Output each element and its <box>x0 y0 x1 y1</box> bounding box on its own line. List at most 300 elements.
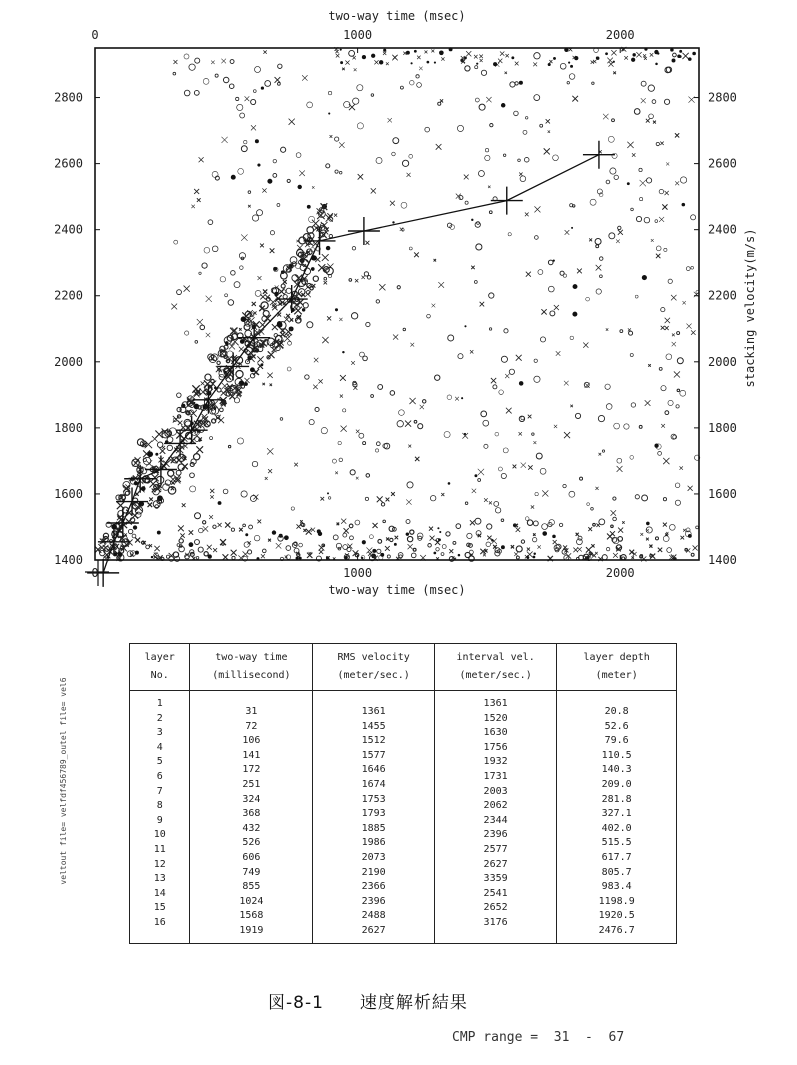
semblance-mark <box>408 445 411 448</box>
semblance-mark <box>196 446 203 453</box>
semblance-mark <box>237 438 243 444</box>
semblance-mark <box>475 66 478 69</box>
semblance-mark <box>149 497 153 501</box>
semblance-mark <box>664 99 669 104</box>
table-cell: 13 <box>153 873 166 885</box>
semblance-mark <box>326 246 330 250</box>
semblance-mark <box>231 528 234 531</box>
semblance-mark <box>679 55 682 58</box>
semblance-mark <box>504 329 508 333</box>
semblance-mark <box>197 198 201 202</box>
semblance-mark <box>249 525 253 529</box>
table-cell: 1520 <box>483 712 508 724</box>
semblance-mark <box>283 295 287 299</box>
velocity-pick <box>583 141 615 169</box>
semblance-mark <box>563 484 566 487</box>
table-cell: 1731 <box>483 770 508 782</box>
table-cell: 2062 <box>483 800 508 812</box>
semblance-mark <box>297 553 300 556</box>
semblance-mark <box>300 520 303 523</box>
semblance-mark <box>391 492 395 496</box>
semblance-mark <box>677 358 683 364</box>
semblance-mark <box>540 337 545 342</box>
semblance-mark <box>478 171 484 177</box>
semblance-mark <box>369 535 373 539</box>
table-cell: 209.0 <box>601 778 632 790</box>
semblance-mark <box>201 381 205 385</box>
x-tick-labels-top <box>91 28 634 42</box>
semblance-mark <box>373 523 378 528</box>
semblance-mark <box>217 361 220 364</box>
semblance-mark <box>528 415 532 419</box>
semblance-mark <box>265 81 271 87</box>
semblance-mark <box>241 491 247 497</box>
semblance-mark <box>327 316 331 320</box>
semblance-mark <box>682 53 688 59</box>
semblance-mark <box>422 400 425 403</box>
semblance-mark <box>282 290 286 294</box>
semblance-mark <box>290 318 293 321</box>
semblance-mark <box>237 104 243 110</box>
semblance-mark <box>534 359 537 362</box>
semblance-mark <box>350 536 354 540</box>
semblance-mark <box>239 253 245 259</box>
semblance-mark <box>661 326 665 330</box>
semblance-mark <box>361 557 363 559</box>
semblance-mark <box>243 524 246 527</box>
semblance-mark <box>406 532 409 535</box>
semblance-mark <box>244 378 249 383</box>
semblance-mark <box>307 205 311 209</box>
semblance-mark <box>573 548 578 553</box>
semblance-mark <box>614 423 620 429</box>
semblance-mark <box>505 54 508 57</box>
semblance-mark <box>228 300 234 306</box>
semblance-mark <box>640 533 643 536</box>
table-cell: 10 <box>153 829 166 841</box>
semblance-mark <box>399 410 405 416</box>
table-cell: 2073 <box>361 851 386 863</box>
semblance-mark <box>686 267 690 271</box>
x-tick-label: 0 <box>91 566 99 580</box>
velocity-pick <box>491 187 523 215</box>
semblance-mark <box>240 113 245 118</box>
semblance-mark <box>328 91 332 95</box>
semblance-mark <box>415 457 419 461</box>
semblance-mark <box>663 498 666 501</box>
semblance-mark <box>245 96 250 101</box>
table-cell: 1455 <box>361 720 386 732</box>
semblance-mark <box>587 503 590 506</box>
semblance-mark <box>393 55 397 59</box>
semblance-mark <box>650 554 653 557</box>
semblance-mark <box>567 82 569 84</box>
semblance-mark <box>343 533 347 537</box>
table-cell: 327.1 <box>601 808 632 820</box>
semblance-mark <box>444 431 450 437</box>
semblance-mark <box>358 174 363 179</box>
semblance-mark <box>267 179 272 184</box>
semblance-mark <box>503 448 508 453</box>
semblance-mark <box>455 397 459 401</box>
y-tick-label: 2400 <box>54 222 83 237</box>
semblance-mark <box>696 526 699 529</box>
semblance-mark <box>612 153 617 158</box>
semblance-mark <box>205 374 211 380</box>
semblance-mark <box>430 536 435 541</box>
semblance-mark <box>524 157 529 162</box>
semblance-mark <box>629 550 634 555</box>
x-axis-title-bottom: two-way time (msec) <box>328 583 466 597</box>
y-tick-label: 2000 <box>54 354 83 369</box>
semblance-mark <box>527 520 533 526</box>
semblance-mark <box>501 103 506 108</box>
semblance-mark <box>335 137 339 141</box>
semblance-mark <box>410 80 415 85</box>
semblance-mark <box>548 63 551 66</box>
semblance-mark <box>532 433 534 435</box>
semblance-mark <box>255 66 261 72</box>
semblance-mark <box>631 208 634 211</box>
semblance-mark <box>505 374 509 378</box>
semblance-mark <box>442 545 446 549</box>
semblance-mark <box>378 385 383 390</box>
table-cell: 8 <box>156 800 163 812</box>
semblance-mark <box>262 188 266 192</box>
semblance-mark <box>148 503 153 508</box>
semblance-mark <box>375 449 378 452</box>
semblance-mark <box>203 78 209 84</box>
semblance-mark <box>294 463 298 467</box>
semblance-mark <box>481 411 487 417</box>
semblance-mark <box>564 381 569 386</box>
semblance-mark <box>154 546 159 551</box>
semblance-mark <box>498 59 502 63</box>
semblance-mark <box>618 226 621 229</box>
semblance-mark <box>646 119 650 123</box>
semblance-mark <box>516 527 521 532</box>
semblance-mark <box>693 545 698 550</box>
y-tick-label: 1400 <box>54 553 83 567</box>
semblance-mark <box>320 497 324 501</box>
semblance-mark <box>180 533 184 537</box>
semblance-mark <box>553 155 559 161</box>
semblance-mark <box>386 537 389 540</box>
semblance-mark <box>380 553 384 557</box>
semblance-mark <box>118 552 122 556</box>
semblance-mark <box>484 444 488 448</box>
semblance-mark <box>521 416 524 419</box>
semblance-mark <box>203 521 206 524</box>
semblance-mark <box>402 160 408 166</box>
semblance-mark <box>427 61 430 64</box>
table-cell: 855 <box>242 881 261 893</box>
semblance-mark <box>408 544 413 549</box>
semblance-mark <box>203 526 208 531</box>
y-tick-label: 1600 <box>708 486 737 501</box>
semblance-mark <box>314 358 319 363</box>
semblance-mark <box>261 86 264 89</box>
semblance-mark <box>489 501 492 504</box>
semblance-mark <box>356 477 359 480</box>
semblance-mark <box>485 148 488 151</box>
semblance-mark <box>612 119 615 122</box>
column-interval-velocity <box>434 691 556 944</box>
semblance-mark <box>680 177 686 183</box>
semblance-mark <box>210 495 213 498</box>
semblance-mark <box>542 490 548 496</box>
semblance-mark <box>297 299 303 305</box>
semblance-mark <box>406 51 410 55</box>
semblance-mark <box>338 441 341 444</box>
semblance-mark <box>425 127 430 132</box>
semblance-mark <box>184 54 189 59</box>
semblance-mark <box>211 61 215 65</box>
semblance-mark <box>435 375 440 380</box>
semblance-mark <box>376 300 379 303</box>
semblance-mark <box>546 119 550 123</box>
semblance-mark <box>519 381 524 386</box>
table-cell: 3 <box>156 727 163 739</box>
semblance-mark <box>627 142 633 148</box>
semblance-mark <box>605 52 608 55</box>
semblance-mark <box>298 289 305 296</box>
semblance-mark <box>225 341 229 345</box>
semblance-mark <box>135 538 140 543</box>
semblance-mark <box>475 98 479 102</box>
semblance-mark <box>514 552 518 556</box>
semblance-mark <box>208 220 213 225</box>
semblance-mark <box>244 542 249 547</box>
column-two-way-time <box>190 691 313 944</box>
velocity-table <box>129 643 677 944</box>
semblance-mark <box>620 330 623 333</box>
table-cell: 1577 <box>361 749 386 761</box>
y-tick-label: 2800 <box>54 90 83 105</box>
semblance-mark <box>642 495 648 501</box>
semblance-mark <box>248 191 251 194</box>
semblance-mark <box>234 282 240 288</box>
table-cell: 1 <box>156 698 163 709</box>
table-cell: 72 <box>245 720 258 732</box>
semblance-mark <box>294 542 297 545</box>
table-cell: 2003 <box>483 785 508 797</box>
semblance-mark <box>659 189 663 193</box>
semblance-mark <box>682 301 685 304</box>
semblance-mark <box>441 57 444 60</box>
semblance-mark <box>258 276 262 280</box>
semblance-mark <box>297 524 301 528</box>
semblance-mark <box>591 544 594 547</box>
semblance-mark <box>349 104 355 110</box>
semblance-mark <box>658 548 662 552</box>
semblance-mark <box>198 547 203 552</box>
semblance-mark <box>519 172 522 175</box>
semblance-mark <box>230 60 234 64</box>
table-cell: 2190 <box>361 866 386 878</box>
semblance-mark <box>577 269 582 274</box>
semblance-mark <box>519 432 522 435</box>
semblance-mark <box>622 521 624 523</box>
semblance-mark <box>231 550 237 556</box>
semblance-mark <box>675 483 680 488</box>
semblance-mark <box>405 421 411 427</box>
semblance-mark <box>663 458 669 464</box>
semblance-mark <box>324 281 327 284</box>
semblance-mark <box>377 496 383 502</box>
semblance-mark <box>606 328 608 330</box>
semblance-mark <box>342 68 345 71</box>
semblance-mark <box>196 556 199 559</box>
semblance-mark <box>467 533 472 538</box>
semblance-mark <box>650 53 653 56</box>
semblance-mark <box>362 55 366 59</box>
semblance-mark <box>212 171 218 177</box>
semblance-mark <box>272 530 276 534</box>
semblance-mark <box>178 525 184 531</box>
semblance-mark <box>668 400 673 405</box>
semblance-mark <box>613 72 616 75</box>
semblance-mark <box>251 99 256 104</box>
semblance-mark <box>184 286 190 292</box>
semblance-mark <box>599 257 602 260</box>
semblance-mark <box>534 376 540 382</box>
table-cell: 106 <box>242 735 261 747</box>
semblance-mark <box>171 487 174 490</box>
semblance-mark <box>190 552 194 556</box>
table-cell: 368 <box>242 808 261 820</box>
semblance-mark <box>535 236 539 240</box>
semblance-mark <box>688 57 692 61</box>
semblance-mark <box>386 62 389 65</box>
semblance-mark <box>174 240 178 244</box>
semblance-mark <box>376 442 380 446</box>
semblance-mark <box>595 487 598 490</box>
semblance-mark <box>569 74 575 80</box>
semblance-mark <box>232 556 235 559</box>
semblance-mark <box>220 539 226 545</box>
semblance-mark <box>410 530 414 534</box>
semblance-mark <box>410 343 414 347</box>
semblance-mark <box>672 342 676 346</box>
semblance-mark <box>217 388 221 392</box>
semblance-mark <box>449 549 453 553</box>
semblance-mark <box>680 390 686 396</box>
semblance-mark <box>228 445 230 447</box>
semblance-mark <box>554 305 559 310</box>
semblance-mark <box>350 470 355 475</box>
semblance-mark <box>149 480 156 487</box>
axis-ticks <box>95 48 699 560</box>
semblance-mark <box>565 230 570 235</box>
semblance-mark <box>673 53 677 57</box>
x-tick-label: 1000 <box>343 28 373 42</box>
semblance-mark <box>434 259 437 262</box>
semblance-mark <box>199 528 204 533</box>
table-cell: 2627 <box>483 858 508 870</box>
table-cell: 140.3 <box>601 764 632 776</box>
semblance-mark <box>354 68 357 71</box>
semblance-mark <box>523 130 527 134</box>
table-cell: 1361 <box>483 698 508 709</box>
semblance-mark <box>649 545 652 548</box>
semblance-mark <box>195 58 200 63</box>
semblance-mark <box>486 542 491 547</box>
semblance-mark <box>464 56 467 59</box>
semblance-mark <box>465 66 470 71</box>
semblance-mark <box>280 418 283 421</box>
semblance-mark <box>213 525 216 528</box>
y-axis-title: stacking velocity(m/s) <box>743 228 757 388</box>
semblance-mark <box>665 411 669 415</box>
semblance-mark <box>441 493 444 496</box>
semblance-mark <box>533 533 535 535</box>
semblance-mark <box>339 458 343 462</box>
semblance-mark <box>210 489 214 493</box>
semblance-mark <box>241 316 247 322</box>
semblance-mark <box>263 50 266 53</box>
semblance-mark <box>599 519 605 525</box>
semblance-mark <box>288 341 292 345</box>
semblance-mark <box>343 409 346 412</box>
semblance-mark <box>268 539 271 542</box>
semblance-mark <box>430 495 435 500</box>
semblance-mark <box>318 379 322 383</box>
semblance-mark <box>662 204 667 209</box>
semblance-mark <box>337 523 340 526</box>
semblance-mark <box>386 498 390 502</box>
semblance-mark <box>99 550 105 556</box>
semblance-mark <box>466 51 471 56</box>
semblance-mark <box>411 62 413 64</box>
semblance-mark <box>267 448 273 454</box>
semblance-mark <box>588 527 592 531</box>
semblance-mark <box>659 217 664 222</box>
semblance-mark <box>390 391 395 396</box>
semblance-mark <box>225 294 228 297</box>
semblance-mark <box>340 61 343 64</box>
semblance-mark <box>281 147 286 152</box>
semblance-mark <box>298 185 302 189</box>
table-cell: 2396 <box>361 895 386 907</box>
semblance-mark <box>240 266 244 270</box>
semblance-mark <box>257 163 260 166</box>
semblance-mark <box>371 94 374 97</box>
semblance-mark <box>395 536 399 540</box>
semblance-mark <box>657 52 659 54</box>
semblance-mark <box>311 267 315 271</box>
semblance-mark <box>307 102 313 108</box>
semblance-mark <box>593 523 596 526</box>
semblance-mark <box>596 289 601 294</box>
semblance-mark <box>666 162 669 165</box>
semblance-mark <box>309 420 314 425</box>
semblance-mark <box>383 52 386 55</box>
semblance-mark <box>489 211 492 214</box>
semblance-mark <box>595 238 601 244</box>
semblance-mark <box>409 247 412 250</box>
x-tick-label: 2000 <box>605 566 635 580</box>
column-layer <box>130 691 190 944</box>
semblance-mark <box>239 380 244 385</box>
semblance-mark <box>483 420 489 426</box>
semblance-mark <box>392 152 396 156</box>
semblance-mark <box>255 139 259 143</box>
semblance-mark <box>388 118 392 122</box>
semblance-mark <box>262 549 266 553</box>
semblance-mark <box>133 525 137 529</box>
semblance-mark <box>491 378 496 383</box>
